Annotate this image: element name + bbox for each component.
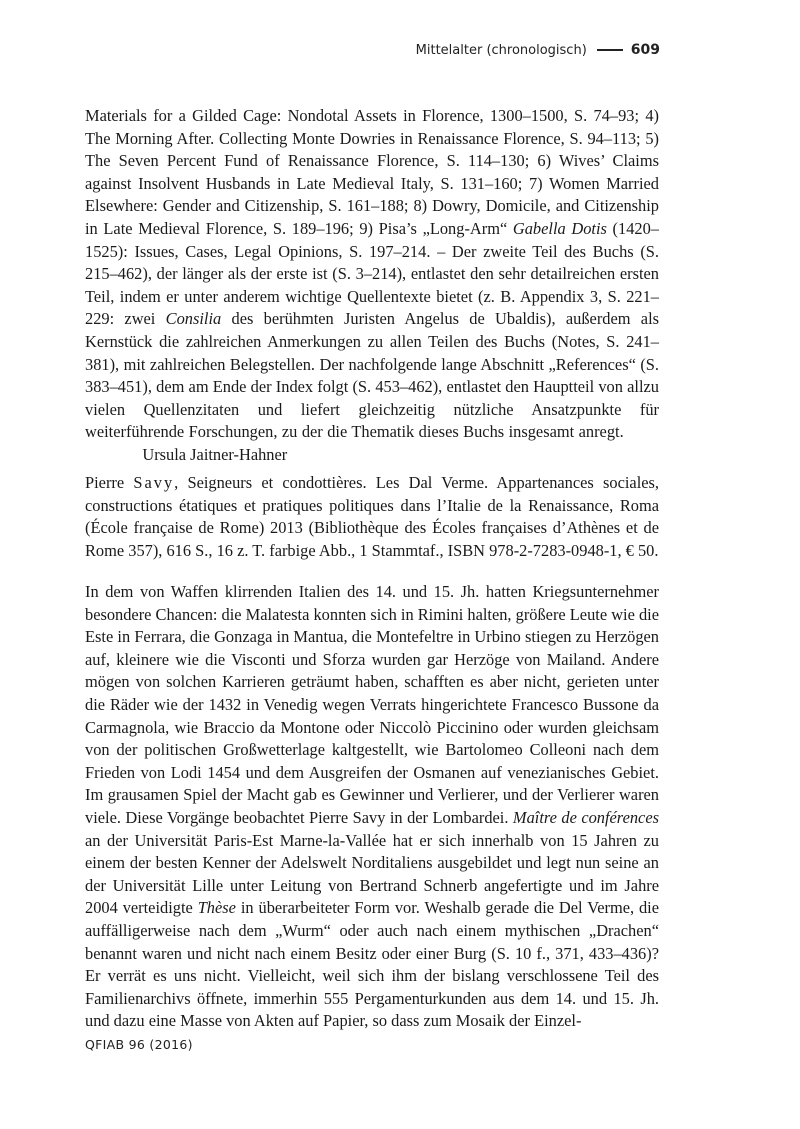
- journal-footer: QFIAB 96 (2016): [85, 1037, 193, 1052]
- header-rule: [597, 49, 623, 51]
- italic-term: Thèse: [197, 898, 236, 918]
- review-continuation: [85, 105, 659, 467]
- italic-term: Consilia: [165, 309, 222, 329]
- page-number: 609: [630, 42, 660, 58]
- review-text-part: an der Universität Paris-Est Marne-la-Vallée hat er sich innerhalb von 15 Jahren zu einem der besten Kenner der Adelswelt Norditaliens ausgebildet und legt nun seine an der Universität Lille unter Leitung von Bertrand Schnerb angefertigte und im Jahre 2004 verteidigte: [85, 830, 659, 918]
- citation-text: , Seigneurs et condottières. Les Dal Verme. Appartenances sociales, constructions étatiques et pratiques politiques dans l’Italie de la Renaissance, Roma (École française de Rome) 2013 (Bibliothèque des Écoles françaises d’Athènes et de Rome 357), 616 S., 16 z. T. farbige Abb., 1 Stammtaf., ISBN 978-2-7283-0948-1, € 50.: [85, 473, 659, 560]
- italic-term: Maître de conférences: [512, 807, 659, 827]
- author-first-name: Pierre: [85, 473, 134, 492]
- reviewer-name: Ursula Jaitner-Hahner: [142, 444, 288, 464]
- review-body: [85, 581, 659, 1033]
- citation-paragraph: [85, 472, 659, 562]
- review-text-part: In dem von Waffen klirrenden Italien des 14. und 15. Jh. hatten Kriegsunternehmer besondere Chancen: die Malatesta konnten sich in Rimini halten, größere Leute wie die Este in Ferrara, die Gonzaga in Mantua, die Montefeltre in Urbino stiegen zu Herzögen auf, kleinere wie die Visconti und Sforza wurden gar Herzöge von Mailand. Andere mögen von solchen Karrieren geträumt haben, schafften es aber nicht, gerieten unter die Räder wie der 1432 in Venedig wegen Verrats hingerichtete Francesco Bussone da Carmagnola, wie Braccio da Montone oder Niccolò Piccinino oder wurden gleichsam von der politischen Großwetterlage kaltgestellt, wie Bartolomeo Colleoni nach dem Frieden von Lodi 1454 und dem Ausgreifen der Osmanen auf venezianisches Gebiet. Im grausamen Spiel der Macht gab es Gewinner und Verlierer, und der Verlierer waren viele. Diese Vorgänge beobachtet Pierre Savy in der Lombardei.: [85, 582, 659, 827]
- review-body-paragraph: [85, 581, 659, 1033]
- review-text-part: (1420–1525): Issues, Cases, Legal Opinions, S. 197–214. – Der zweite Teil des Buchs (S. 215–462), der länger als der erste ist (S. 3–214), entlastet den sehr detailreichen ersten Teil, indem er unter anderem wichtige Quellentexte bietet (z. B. Appendix 3, S. 221–229: zwei: [85, 218, 659, 329]
- book-citation: [85, 472, 659, 562]
- review-text-part: des berühmten Juristen Angelus de Ubaldis), außerdem als Kernstück die zahlreichen Anmerkungen zu allen Teilen des Buchs (Notes, S. 241–381), mit zahlreichen Belegstellen. Der nachfolgende lange Abschnitt „References“ (S. 383–451), dem am Ende der Index folgt (S. 453–462), entlastet den Hauptteil von allzu vielen Quellenzitaten und liefert gleichzeitig nützliche Ansatzpunkte für weiterführende Forschungen, zu der die Thematik dieses Buchs insgesamt anregt.: [85, 309, 659, 442]
- review-continuation-paragraph: [85, 105, 659, 467]
- review-text-part: Materials for a Gilded Cage: Nondotal Assets in Florence, 1300–1500, S. 74–93; 4) The Morning After. Collecting Monte Dowries in Renaissance Florence, S. 94–113; 5) The Seven Percent Fund of Renaissance Florence, S. 114–130; 6) Wives’ Claims against Insolvent Husbands in Late Medieval Italy, S. 131–160; 7) Women Married Elsewhere: Gender and Citizenship, S. 161–188; 8) Dowry, Domicile, and Citizenship in Late Medieval Florence, S. 189–196; 9) Pisa’s „Long-Arm“: [85, 106, 659, 238]
- review-text-part: in überarbeiteter Form vor. Weshalb gerade die Del Verme, die auffälligerweise nach dem „Wurm“ oder auch nach einem mythischen „Drachen“ benannt waren und nicht nach einem Besitz oder einer Burg (S. 10 f., 371, 433–436)? Er verrät es uns nicht. Vielleicht, weil sich ihm der bislang verschlossene Teil des Familienarchivs öffnete, immerhin 555 Pergamenturkunden aus dem 14. und 15. Jh. und dazu eine Masse von Akten auf Papier, so dass zum Mosaik der Einzel-: [85, 898, 660, 1031]
- section-title: Mittelalter (chronologisch): [415, 42, 587, 58]
- running-head: [416, 42, 660, 58]
- author-last-name: Savy: [133, 473, 175, 492]
- italic-term: Gabella Dotis: [512, 218, 607, 238]
